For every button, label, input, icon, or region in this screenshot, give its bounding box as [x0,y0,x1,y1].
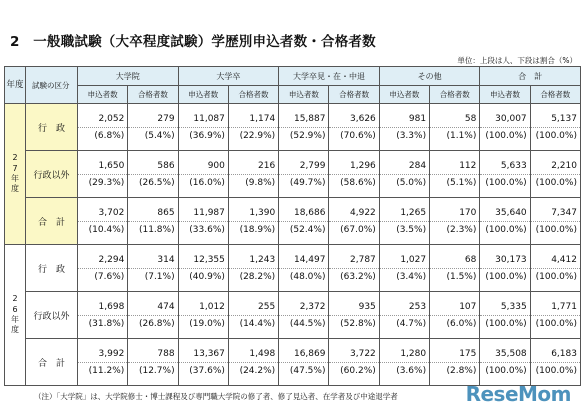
count-cell [329,245,379,269]
table-row-ratio [5,128,581,151]
ratio-value: (100.0%) [485,178,527,188]
ratio-cell [178,269,228,292]
ratio-cell [228,363,278,386]
count-value: 6,183 [551,349,577,359]
ratio-value: (29.3%) [88,178,125,188]
count-value: 900 [207,161,225,171]
ratio-value: (36.9%) [189,131,225,141]
ratio-value: (22.9%) [239,131,276,141]
table-row-ratio [5,222,581,245]
count-cell [530,198,580,222]
subheader-passers: 合格者数 [228,86,278,104]
ratio-value: (3.3%) [396,131,427,141]
ratio-value: (24.2%) [239,366,276,376]
count-cell [530,151,580,175]
table-row-ratio [5,175,581,198]
ratio-value: (52.4%) [289,225,326,235]
ratio-value: (3.4%) [396,272,427,282]
ratio-value: (49.7%) [289,178,326,188]
count-cell [480,198,530,222]
count-value: 5,137 [551,114,577,124]
ratio-cell [178,128,228,151]
count-cell [178,151,228,175]
count-value: 58 [464,114,477,124]
ratio-cell [128,175,178,198]
count-cell [379,245,429,269]
ratio-cell [480,316,530,339]
subheader-passers: 合格者数 [530,86,580,104]
subheader-applicants: 申込者数 [480,86,530,104]
ratio-cell [178,316,228,339]
count-cell [329,292,379,316]
table-row [5,292,581,316]
ratio-cell [379,175,429,198]
ratio-cell [228,269,278,292]
count-cell [329,151,379,175]
page-title: 2 一般職試験（大卒程度試験）学歴別申込者数・合格者数 [10,34,376,50]
count-value: 1,650 [98,161,125,171]
count-value: 30,007 [495,114,527,124]
ratio-cell [379,222,429,245]
count-cell [228,245,278,269]
ratio-value: (1.5%) [446,272,477,282]
ratio-cell [279,222,329,245]
count-cell [279,104,329,128]
subheader-passers: 合格者数 [128,86,178,104]
ratio-value: (12.7%) [138,366,175,376]
count-cell [329,104,379,128]
count-value: 175 [459,349,477,359]
ratio-value: (11.2%) [88,366,125,376]
count-value: 1,027 [400,255,427,265]
count-value: 3,992 [98,349,125,359]
ratio-cell [128,269,178,292]
ratio-cell [530,269,580,292]
ratio-cell [480,222,530,245]
ratio-value: (48.0%) [289,272,326,282]
ratio-value: (6.8%) [94,131,125,141]
ratio-value: (31.8%) [88,319,125,329]
resemom-logo: ReseMom [465,382,571,406]
ratio-value: (60.2%) [340,366,376,376]
count-value: 68 [464,255,477,265]
ratio-cell [480,269,530,292]
count-value: 35,508 [495,349,527,359]
ratio-value: (100.0%) [485,131,527,141]
count-value: 11,987 [193,208,225,218]
count-value: 788 [157,349,175,359]
count-value: 1,174 [249,114,276,124]
ratio-cell [128,363,178,386]
count-cell [178,245,228,269]
count-value: 1,390 [249,208,276,218]
category-label: 合 計 [26,198,78,245]
count-value: 1,498 [249,349,276,359]
count-value: 216 [258,161,276,171]
ratio-cell [379,363,429,386]
category-label: 合 計 [26,339,78,386]
count-cell [78,339,128,363]
applicants-passers-table [4,66,581,386]
table-row-ratio [5,316,581,339]
count-cell [430,104,480,128]
ratio-cell [228,175,278,198]
count-cell [279,151,329,175]
ratio-value: (5.0%) [396,178,427,188]
count-value: 170 [459,208,477,218]
count-cell [480,339,530,363]
count-cell [329,198,379,222]
count-value: 253 [408,302,427,312]
table-row [5,198,581,222]
count-cell [430,339,480,363]
ratio-cell [329,222,379,245]
ratio-value: (100.0%) [485,366,527,376]
count-cell [379,151,429,175]
ratio-cell [480,175,530,198]
ratio-value: (7.1%) [144,272,175,282]
count-cell [78,245,128,269]
count-cell [279,339,329,363]
count-value: 1,243 [249,255,276,265]
ratio-value: (70.6%) [340,131,376,141]
count-value: 2,294 [98,255,125,265]
count-value: 255 [258,302,276,312]
count-cell [480,104,530,128]
ratio-value: (9.8%) [245,178,276,188]
count-value: 4,412 [551,255,577,265]
ratio-value: (100.0%) [485,272,527,282]
year-label: 27年度 [11,153,19,194]
count-cell [430,245,480,269]
count-cell [178,339,228,363]
year-header-label: 年度 [6,79,24,90]
count-cell [128,151,178,175]
count-value: 18,686 [293,208,326,218]
count-value: 12,355 [193,255,225,265]
category-column-header: 試験の区分 [26,67,78,104]
count-value: 16,869 [293,349,326,359]
year-label: 26年度 [11,294,19,335]
count-value: 35,640 [495,208,527,218]
group-header-graduate-school: 大学院 [78,67,179,86]
group-header-university-graduate: 大学卒 [178,67,279,86]
table-row [5,151,581,175]
count-value: 474 [157,302,175,312]
count-value: 14,497 [293,255,326,265]
subheader-applicants: 申込者数 [78,86,128,104]
ratio-cell [78,222,128,245]
count-value: 2,372 [299,302,326,312]
ratio-value: (33.6%) [189,225,225,235]
ratio-value: (5.1%) [446,178,477,188]
count-value: 1,012 [199,302,225,312]
count-value: 2,210 [551,161,577,171]
count-cell [178,292,228,316]
table-body [5,104,581,386]
ratio-value: (2.8%) [446,366,477,376]
table-row-ratio [5,269,581,292]
category-label: 行政以外 [26,151,78,198]
table-row [5,104,581,128]
count-value: 3,626 [350,114,376,124]
subheader-passers: 合格者数 [430,86,480,104]
subheader-applicants: 申込者数 [178,86,228,104]
count-value: 1,280 [400,349,427,359]
count-value: 4,922 [350,208,376,218]
ratio-value: (40.9%) [189,272,225,282]
ratio-cell [329,128,379,151]
group-header-university-expected-enrolled-dropout: 大学卒見・在・中退 [279,67,380,86]
count-cell [430,292,480,316]
count-value: 981 [408,114,427,124]
count-cell [530,104,580,128]
count-cell [480,245,530,269]
ratio-value: (100.0%) [535,131,577,141]
ratio-cell [228,128,278,151]
count-cell [480,151,530,175]
count-cell [279,198,329,222]
ratio-value: (52.9%) [289,131,326,141]
ratio-cell [78,363,128,386]
ratio-value: (5.4%) [144,131,175,141]
count-cell [78,104,128,128]
ratio-value: (58.6%) [340,178,376,188]
unit-note: 単位：上段は人、下段は割合（%） [457,56,577,65]
table-row [5,339,581,363]
ratio-value: (6.0%) [446,319,477,329]
count-value: 7,347 [551,208,577,218]
subheader-passers: 合格者数 [329,86,379,104]
ratio-value: (37.6%) [189,366,225,376]
count-value: 586 [157,161,175,171]
count-cell [530,339,580,363]
count-cell [530,292,580,316]
footnote: （注）「大学院」は、大学院修士・博士課程及び専門職大学院の修了者、修了見込者、在学者及び中途退学者 [34,392,398,401]
count-cell [128,339,178,363]
ratio-value: (67.0%) [340,225,376,235]
ratio-cell [430,222,480,245]
count-value: 2,787 [350,255,376,265]
ratio-value: (11.8%) [138,225,175,235]
ratio-cell [128,316,178,339]
count-cell [480,292,530,316]
ratio-value: (100.0%) [535,178,577,188]
count-value: 3,702 [98,208,125,218]
ratio-cell [379,316,429,339]
count-cell [128,104,178,128]
subheader-row [5,86,581,104]
ratio-cell [379,269,429,292]
count-value: 935 [358,302,376,312]
count-cell [178,198,228,222]
count-cell [430,151,480,175]
ratio-value: (100.0%) [535,225,577,235]
count-cell [279,292,329,316]
ratio-cell [178,363,228,386]
ratio-cell [430,175,480,198]
ratio-cell [379,128,429,151]
ratio-cell [530,316,580,339]
ratio-value: (100.0%) [485,319,527,329]
count-cell [379,198,429,222]
ratio-value: (14.4%) [239,319,276,329]
count-value: 5,335 [500,302,527,312]
count-cell [379,292,429,316]
ratio-value: (3.6%) [396,366,427,376]
ratio-cell [329,175,379,198]
ratio-cell [279,128,329,151]
count-cell [329,339,379,363]
year-column-header [5,67,26,104]
count-cell [430,198,480,222]
ratio-cell [128,222,178,245]
ratio-cell [78,269,128,292]
count-cell [228,339,278,363]
count-cell [379,339,429,363]
ratio-value: (7.6%) [94,272,125,282]
ratio-value: (2.3%) [446,225,477,235]
ratio-value: (100.0%) [485,225,527,235]
count-value: 15,887 [293,114,326,124]
ratio-cell [430,128,480,151]
count-value: 1,698 [98,302,125,312]
category-label: 行 政 [26,245,78,292]
ratio-cell [530,175,580,198]
count-value: 13,367 [193,349,225,359]
count-value: 112 [459,161,477,171]
ratio-cell [78,316,128,339]
group-header-total: 合 計 [480,67,581,86]
count-cell [530,245,580,269]
count-value: 30,173 [495,255,527,265]
ratio-cell [78,128,128,151]
count-value: 11,087 [193,114,225,124]
subheader-applicants: 申込者数 [279,86,329,104]
count-value: 2,052 [98,114,125,124]
group-header-other: その他 [379,67,480,86]
count-cell [78,151,128,175]
ratio-cell [279,269,329,292]
ratio-cell [279,175,329,198]
count-cell [128,198,178,222]
count-cell [228,104,278,128]
count-cell [128,292,178,316]
ratio-cell [178,222,228,245]
ratio-value: (47.5%) [289,366,326,376]
ratio-value: (44.5%) [289,319,326,329]
ratio-cell [279,316,329,339]
count-value: 107 [459,302,477,312]
subheader-applicants: 申込者数 [379,86,429,104]
ratio-value: (18.9%) [239,225,276,235]
count-value: 5,633 [500,161,527,171]
ratio-value: (26.5%) [138,178,175,188]
ratio-cell [128,128,178,151]
ratio-value: (4.7%) [396,319,427,329]
count-value: 2,799 [299,161,326,171]
count-value: 1,265 [400,208,427,218]
count-cell [379,104,429,128]
count-cell [178,104,228,128]
category-label: 行 政 [26,104,78,151]
ratio-value: (52.8%) [340,319,376,329]
year-label-cell [5,245,26,386]
count-value: 1,296 [350,161,376,171]
ratio-value: (26.8%) [138,319,175,329]
count-cell [228,198,278,222]
count-cell [78,292,128,316]
count-value: 1,771 [551,302,577,312]
ratio-cell [78,175,128,198]
ratio-value: (100.0%) [535,366,577,376]
ratio-cell [329,363,379,386]
ratio-value: (19.0%) [189,319,225,329]
ratio-cell [228,316,278,339]
count-cell [228,292,278,316]
count-cell [78,198,128,222]
count-value: 865 [157,208,175,218]
ratio-value: (10.4%) [88,225,125,235]
count-cell [279,245,329,269]
ratio-cell [430,316,480,339]
ratio-cell [530,222,580,245]
ratio-cell [228,222,278,245]
ratio-cell [178,175,228,198]
count-cell [128,245,178,269]
ratio-value: (100.0%) [535,319,577,329]
ratio-value: (16.0%) [189,178,225,188]
ratio-cell [480,128,530,151]
ratio-value: (100.0%) [535,272,577,282]
ratio-cell [430,269,480,292]
ratio-cell [530,128,580,151]
ratio-value: (28.2%) [239,272,276,282]
count-cell [228,151,278,175]
count-value: 314 [157,255,175,265]
ratio-cell [279,363,329,386]
year-label-cell [5,104,26,245]
ratio-value: (63.2%) [340,272,376,282]
count-value: 3,722 [350,349,376,359]
count-value: 279 [157,114,175,124]
ratio-cell [329,269,379,292]
ratio-value: (3.5%) [396,225,427,235]
table-row [5,245,581,269]
category-label: 行政以外 [26,292,78,339]
count-value: 284 [408,161,427,171]
ratio-value: (1.1%) [446,131,477,141]
ratio-cell [329,316,379,339]
